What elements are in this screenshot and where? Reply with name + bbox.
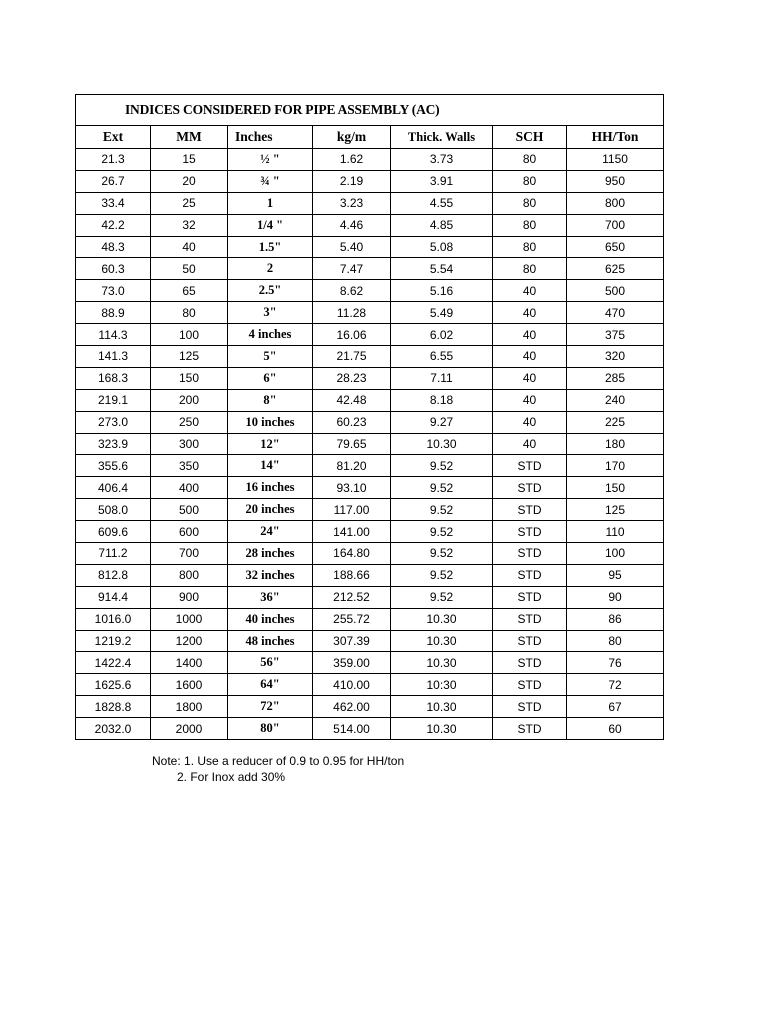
table-row [76,367,664,389]
mm-cell: 65 [151,280,228,302]
hh-ton-cell: 86 [567,608,664,630]
mm-cell: 400 [151,477,228,499]
kg-m-cell: 141.00 [313,521,391,543]
table-row [76,521,664,543]
mm-cell: 300 [151,433,228,455]
hh-ton-cell: 320 [567,346,664,368]
kg-m-cell: 2.19 [313,170,391,192]
table-row [76,149,664,171]
inches-cell: 16 inches [228,477,313,499]
kg-m-cell: 5.40 [313,236,391,258]
title-row [76,95,664,126]
inches-cell: 20 inches [228,499,313,521]
kg-m-cell: 7.47 [313,258,391,280]
inches-cell: 2.5" [228,280,313,302]
inches-cell: ¾ " [228,170,313,192]
inches-cell: 10 inches [228,411,313,433]
thick-walls-cell: 9.52 [391,455,493,477]
mm-cell: 100 [151,324,228,346]
inches-cell: 14" [228,455,313,477]
ext-cell: 1219.2 [76,630,151,652]
kg-m-cell: 93.10 [313,477,391,499]
inches-cell: 64" [228,674,313,696]
ext-cell: 609.6 [76,521,151,543]
ext-cell: 26.7 [76,170,151,192]
thick-walls-cell: 10.30 [391,652,493,674]
kg-m-cell: 79.65 [313,433,391,455]
ext-cell: 219.1 [76,389,151,411]
sch-cell: STD [493,674,567,696]
hh-ton-cell: 125 [567,499,664,521]
hh-ton-cell: 240 [567,389,664,411]
kg-m-cell: 117.00 [313,499,391,521]
inches-cell: 8" [228,389,313,411]
ext-cell: 273.0 [76,411,151,433]
sch-cell: 80 [493,192,567,214]
kg-m-cell: 164.80 [313,543,391,565]
kg-m-cell: 81.20 [313,455,391,477]
kg-m-cell: 514.00 [313,718,391,740]
mm-cell: 1000 [151,608,228,630]
kg-m-cell: 42.48 [313,389,391,411]
mm-cell: 2000 [151,718,228,740]
mm-cell: 32 [151,214,228,236]
sch-cell: 40 [493,433,567,455]
inches-cell: 12" [228,433,313,455]
sch-cell: 40 [493,324,567,346]
mm-cell: 25 [151,192,228,214]
sch-cell: STD [493,477,567,499]
inches-cell: 36" [228,586,313,608]
notes [152,753,404,785]
inches-cell: 1 [228,192,313,214]
mm-cell: 1200 [151,630,228,652]
mm-cell: 500 [151,499,228,521]
ext-cell: 21.3 [76,149,151,171]
thick-walls-cell: 10.30 [391,630,493,652]
ext-cell: 355.6 [76,455,151,477]
mm-cell: 50 [151,258,228,280]
kg-m-cell: 60.23 [313,411,391,433]
thick-walls-cell: 6.55 [391,346,493,368]
inches-cell: 1/4 " [228,214,313,236]
ext-cell: 914.4 [76,586,151,608]
header-row [76,126,664,149]
inches-cell: 2 [228,258,313,280]
inches-cell: 28 inches [228,543,313,565]
header-sch: SCH [493,126,567,149]
kg-m-cell: 28.23 [313,367,391,389]
thick-walls-cell: 10.30 [391,608,493,630]
kg-m-cell: 359.00 [313,652,391,674]
ext-cell: 1828.8 [76,696,151,718]
thick-walls-cell: 6.02 [391,324,493,346]
table-row [76,608,664,630]
header-hh-ton: HH/Ton [567,126,664,149]
table-row [76,324,664,346]
inches-cell: 80" [228,718,313,740]
sch-cell: 80 [493,258,567,280]
thick-walls-cell: 10.30 [391,433,493,455]
mm-cell: 1600 [151,674,228,696]
inches-cell: 56" [228,652,313,674]
sch-cell: STD [493,630,567,652]
sch-cell: 40 [493,346,567,368]
mm-cell: 150 [151,367,228,389]
hh-ton-cell: 150 [567,477,664,499]
hh-ton-cell: 650 [567,236,664,258]
kg-m-cell: 16.06 [313,324,391,346]
mm-cell: 1400 [151,652,228,674]
pipe-indices-table [75,94,664,740]
table-row [76,214,664,236]
ext-cell: 73.0 [76,280,151,302]
sch-cell: STD [493,608,567,630]
thick-walls-cell: 4.55 [391,192,493,214]
thick-walls-cell: 9.52 [391,477,493,499]
table-row [76,586,664,608]
table-row [76,280,664,302]
kg-m-cell: 1.62 [313,149,391,171]
thick-walls-cell: 3.73 [391,149,493,171]
mm-cell: 200 [151,389,228,411]
thick-walls-cell: 5.08 [391,236,493,258]
ext-cell: 323.9 [76,433,151,455]
hh-ton-cell: 950 [567,170,664,192]
mm-cell: 800 [151,564,228,586]
table-row [76,718,664,740]
kg-m-cell: 8.62 [313,280,391,302]
hh-ton-cell: 625 [567,258,664,280]
sch-cell: 80 [493,214,567,236]
thick-walls-cell: 7.11 [391,367,493,389]
ext-cell: 1016.0 [76,608,151,630]
table-row [76,389,664,411]
table-body [76,149,664,740]
sch-cell: 40 [493,302,567,324]
table-row [76,192,664,214]
sch-cell: STD [493,543,567,565]
hh-ton-cell: 1150 [567,149,664,171]
ext-cell: 141.3 [76,346,151,368]
header-inches: Inches [228,126,313,149]
thick-walls-cell: 9.52 [391,564,493,586]
thick-walls-cell: 9.52 [391,586,493,608]
hh-ton-cell: 180 [567,433,664,455]
thick-walls-cell: 9.52 [391,499,493,521]
hh-ton-cell: 90 [567,586,664,608]
inches-cell: ½ " [228,149,313,171]
thick-walls-cell: 8.18 [391,389,493,411]
ext-cell: 1422.4 [76,652,151,674]
table-row [76,564,664,586]
thick-walls-cell: 4.85 [391,214,493,236]
mm-cell: 350 [151,455,228,477]
hh-ton-cell: 225 [567,411,664,433]
thick-walls-cell: 9.52 [391,543,493,565]
mm-cell: 700 [151,543,228,565]
kg-m-cell: 462.00 [313,696,391,718]
header-thick-walls: Thick. Walls [391,126,493,149]
hh-ton-cell: 470 [567,302,664,324]
ext-cell: 2032.0 [76,718,151,740]
sch-cell: STD [493,564,567,586]
thick-walls-cell: 10:30 [391,674,493,696]
ext-cell: 42.2 [76,214,151,236]
hh-ton-cell: 67 [567,696,664,718]
kg-m-cell: 3.23 [313,192,391,214]
table-row [76,411,664,433]
sch-cell: 80 [493,149,567,171]
sch-cell: 80 [493,170,567,192]
hh-ton-cell: 285 [567,367,664,389]
header-mm: MM [151,126,228,149]
mm-cell: 250 [151,411,228,433]
sch-cell: 80 [493,236,567,258]
table-row [76,674,664,696]
table-row [76,455,664,477]
hh-ton-cell: 375 [567,324,664,346]
mm-cell: 40 [151,236,228,258]
hh-ton-cell: 60 [567,718,664,740]
hh-ton-cell: 170 [567,455,664,477]
inches-cell: 3" [228,302,313,324]
hh-ton-cell: 95 [567,564,664,586]
header-ext: Ext [76,126,151,149]
ext-cell: 508.0 [76,499,151,521]
ext-cell: 114.3 [76,324,151,346]
ext-cell: 88.9 [76,302,151,324]
ext-cell: 33.4 [76,192,151,214]
inches-cell: 48 inches [228,630,313,652]
sch-cell: 40 [493,411,567,433]
table-row [76,499,664,521]
ext-cell: 406.4 [76,477,151,499]
mm-cell: 600 [151,521,228,543]
kg-m-cell: 410.00 [313,674,391,696]
table-row [76,543,664,565]
thick-walls-cell: 9.27 [391,411,493,433]
hh-ton-cell: 80 [567,630,664,652]
sch-cell: STD [493,718,567,740]
kg-m-cell: 4.46 [313,214,391,236]
table-row [76,630,664,652]
kg-m-cell: 255.72 [313,608,391,630]
ext-cell: 168.3 [76,367,151,389]
inches-cell: 4 inches [228,324,313,346]
inches-cell: 24" [228,521,313,543]
thick-walls-cell: 10.30 [391,718,493,740]
thick-walls-cell: 5.49 [391,302,493,324]
hh-ton-cell: 500 [567,280,664,302]
ext-cell: 48.3 [76,236,151,258]
hh-ton-cell: 110 [567,521,664,543]
mm-cell: 1800 [151,696,228,718]
note-line-1: Note: 1. Use a reducer of 0.9 to 0.95 for HH/ton [152,754,405,768]
inches-cell: 6" [228,367,313,389]
inches-cell: 32 inches [228,564,313,586]
sch-cell: STD [493,586,567,608]
table-row [76,477,664,499]
kg-m-cell: 307.39 [313,630,391,652]
table-row [76,433,664,455]
hh-ton-cell: 76 [567,652,664,674]
mm-cell: 900 [151,586,228,608]
thick-walls-cell: 5.54 [391,258,493,280]
thick-walls-cell: 10.30 [391,696,493,718]
mm-cell: 20 [151,170,228,192]
sch-cell: STD [493,455,567,477]
mm-cell: 15 [151,149,228,171]
kg-m-cell: 21.75 [313,346,391,368]
table-row [76,346,664,368]
thick-walls-cell: 5.16 [391,280,493,302]
thick-walls-cell: 3.91 [391,170,493,192]
table-row [76,170,664,192]
thick-walls-cell: 9.52 [391,521,493,543]
table-row [76,696,664,718]
sch-cell: 40 [493,280,567,302]
inches-cell: 72" [228,696,313,718]
sch-cell: STD [493,521,567,543]
table-row [76,302,664,324]
sch-cell: STD [493,696,567,718]
hh-ton-cell: 700 [567,214,664,236]
ext-cell: 711.2 [76,543,151,565]
hh-ton-cell: 100 [567,543,664,565]
hh-ton-cell: 800 [567,192,664,214]
kg-m-cell: 188.66 [313,564,391,586]
inches-cell: 40 inches [228,608,313,630]
sch-cell: STD [493,652,567,674]
kg-m-cell: 212.52 [313,586,391,608]
note-line-2: 2. For Inox add 30% [177,770,286,784]
table-row [76,652,664,674]
mm-cell: 80 [151,302,228,324]
inches-cell: 5" [228,346,313,368]
ext-cell: 812.8 [76,564,151,586]
table-row [76,258,664,280]
table-row [76,236,664,258]
sch-cell: 40 [493,367,567,389]
sch-cell: STD [493,499,567,521]
hh-ton-cell: 72 [567,674,664,696]
sch-cell: 40 [493,389,567,411]
mm-cell: 125 [151,346,228,368]
inches-cell: 1.5" [228,236,313,258]
kg-m-cell: 11.28 [313,302,391,324]
header-kg-m: kg/m [313,126,391,149]
ext-cell: 60.3 [76,258,151,280]
table-title: INDICES CONSIDERED FOR PIPE ASSEMBLY (AC) [76,95,664,126]
ext-cell: 1625.6 [76,674,151,696]
